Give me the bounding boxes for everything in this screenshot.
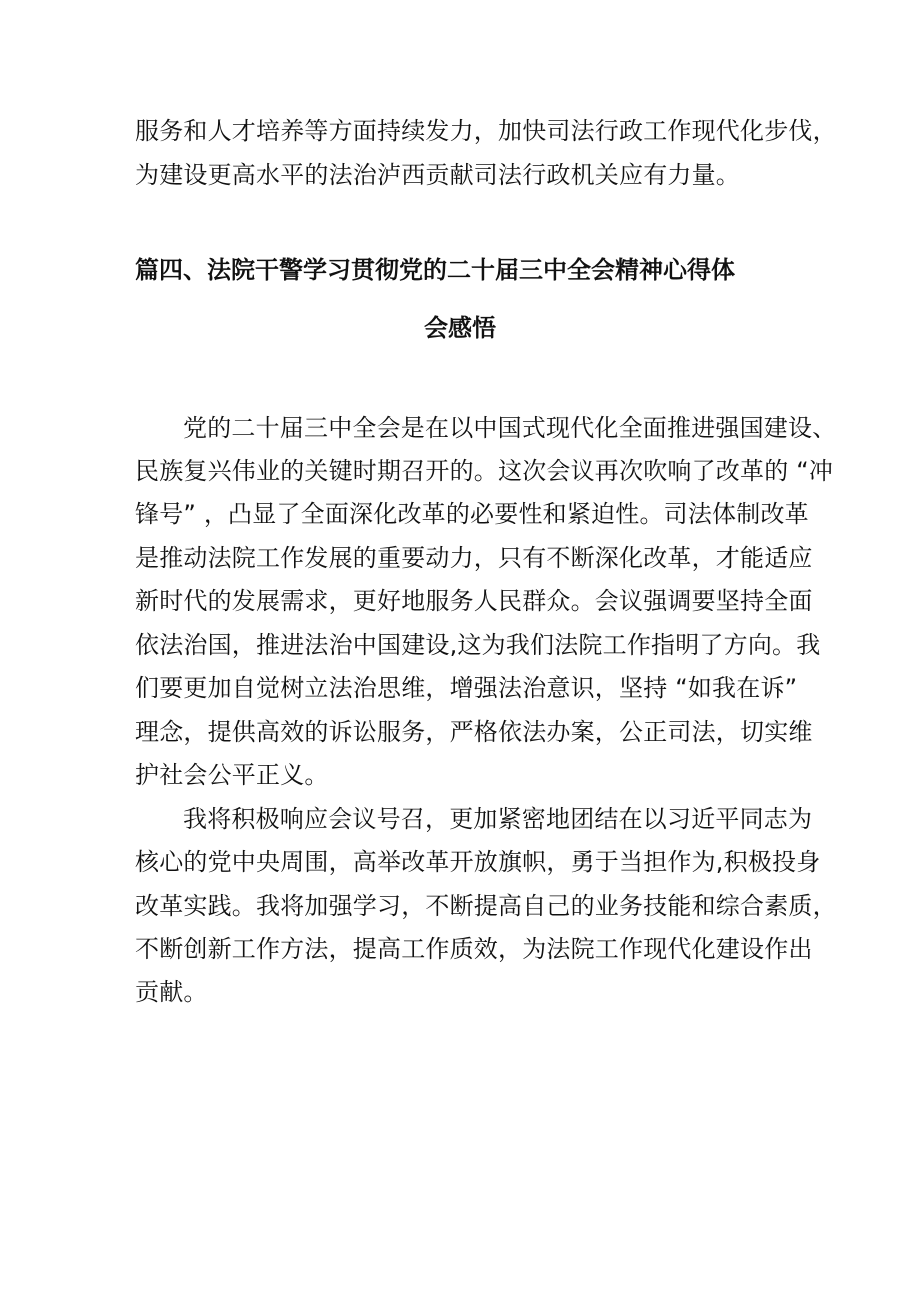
paragraph-1-line: 护社会公平正义。 [135,761,329,789]
paragraph-1-line: 依法治国，推进法治中国建设,这为我们法院工作指明了方向。我 [135,631,821,659]
paragraph-1-line: 新时代的发展需求，更好地服务人民群众。会议强调要坚持全面 [135,587,813,615]
paragraph-2-line: 贡献。 [135,978,208,1006]
paragraph-1-line: 理念，提供高效的诉讼服务，严格依法办案，公正司法，切实维 [135,718,813,746]
paragraph-1-line: 们要更加自觉树立法治思维，增强法治意识，坚持 “如我在诉” [135,674,798,702]
paragraph-2-line: 我将积极响应会议号召，更加紧密地团结在以习近平同志为 [183,805,813,833]
paragraph-1-line: 党的二十届三中全会是在以中国式现代化全面推进强国建设、 [183,414,837,442]
paragraph-2-line: 核心的党中央周围，高举改革开放旗帜，勇于当担作为,积极投身 [135,848,821,876]
paragraph-1-line: 民族复兴伟业的关键时期召开的。这次会议再次吹响了改革的 “冲 [135,457,834,485]
paragraph-1-line: 锋号” ，凸显了全面深化改革的必要性和紧迫性。司法体制改革 [135,500,809,528]
paragraph-2-line: 不断创新工作方法，提高工作质效，为法院工作现代化建设作出 [135,935,813,963]
paragraph-2-line: 改革实践。我将加强学习，不断提高自己的业务技能和综合素质， [135,892,837,920]
paragraph-1-line: 是推动法院工作发展的重要动力，只有不断深化改革，才能适应 [135,544,813,572]
intro-line: 服务和人才培养等方面持续发力，加快司法行政工作现代化步伐， [135,117,837,145]
section-heading-line-1: 篇四、法院干警学习贯彻党的二十届三中全会精神心得体 [135,256,735,284]
intro-line: 为建设更高水平的法治泸西贡献司法行政机关应有力量。 [135,161,740,189]
section-heading-line-2: 会感悟 [424,314,496,342]
